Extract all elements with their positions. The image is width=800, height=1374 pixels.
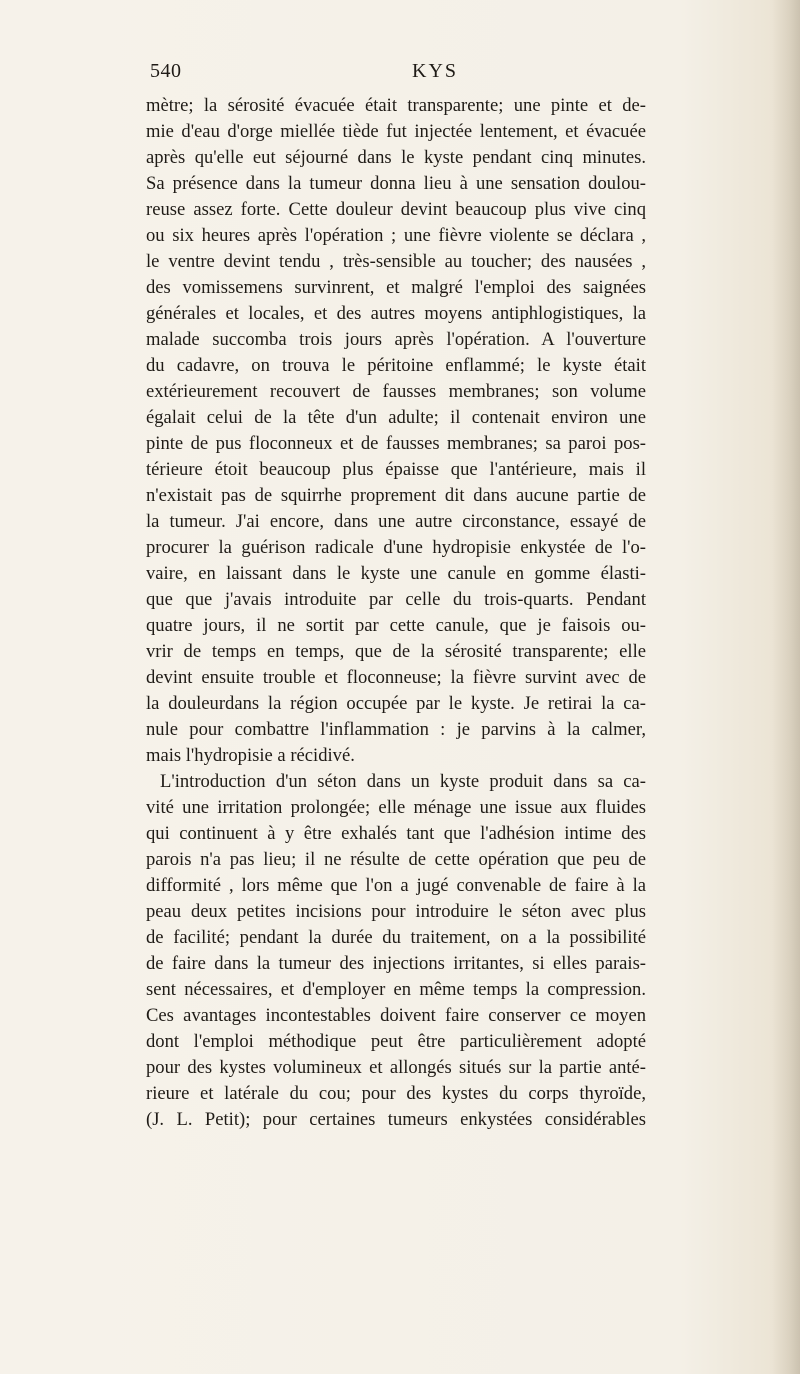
text-line: extérieurement recouvert de fausses membranes; son volume: [146, 381, 646, 402]
text-line: (J. L. Petit); pour certaines tumeurs enkystées considérables: [146, 1109, 646, 1130]
text-line: mètre; la sérosité évacuée était transparente; une pinte et de-: [146, 95, 646, 116]
text-line: de faire dans la tumeur des injections irritantes, si elles parais-: [146, 953, 646, 974]
text-line: qui continuent à y être exhalés tant que l'adhésion intime des: [146, 823, 646, 844]
text-line: le ventre devint tendu , très-sensible au toucher; des nausées ,: [146, 251, 646, 272]
text-line: égalait celui de la tête d'un adulte; il contenait environ une: [146, 407, 646, 428]
text-line: difformité , lors même que l'on a jugé convenable de faire à la: [146, 875, 646, 896]
text-line: pour des kystes volumineux et allongés situés sur la partie anté-: [146, 1057, 646, 1078]
text-line: vaire, en laissant dans le kyste une canule en gomme élasti-: [146, 563, 646, 584]
text-line: Ces avantages incontestables doivent faire conserver ce moyen: [146, 1005, 646, 1026]
text-line: la tumeur. J'ai encore, dans une autre circonstance, essayé de: [146, 511, 646, 532]
paragraph-start-line: L'introduction d'un séton dans un kyste produit dans sa ca-: [160, 771, 646, 792]
text-line: vrir de temps en temps, que de la sérosité transparente; elle: [146, 641, 646, 662]
text-line: térieure étoit beaucoup plus épaisse que l'antérieure, mais il: [146, 459, 646, 480]
text-line: du cadavre, on trouva le péritoine enflammé; le kyste était: [146, 355, 646, 376]
paragraph-end-line: mais l'hydropisie a récidivé.: [146, 745, 355, 766]
running-head: KYS: [412, 60, 459, 82]
text-line: n'existait pas de squirrhe proprement dit dans aucune partie de: [146, 485, 646, 506]
text-line: parois n'a pas lieu; il ne résulte de cette opération que peu de: [146, 849, 646, 870]
text-line: sent nécessaires, et d'employer en même temps la compression.: [146, 979, 646, 1000]
page-header: [150, 60, 642, 86]
body-text: [146, 93, 646, 1133]
text-line: mie d'eau d'orge miellée tiède fut injectée lentement, et évacuée: [146, 121, 646, 142]
text-line: ou six heures après l'opération ; une fièvre violente se déclara ,: [146, 225, 646, 246]
text-line: procurer la guérison radicale d'une hydropisie enkystée de l'o-: [146, 537, 646, 558]
page-edge-shadow: [772, 0, 800, 1374]
text-line: nule pour combattre l'inflammation : je parvins à la calmer,: [146, 719, 646, 740]
page-number: 540: [150, 60, 182, 82]
text-line: de facilité; pendant la durée du traitement, on a la possibilité: [146, 927, 646, 948]
text-line: reuse assez forte. Cette douleur devint beaucoup plus vive cinq: [146, 199, 646, 220]
text-line: peau deux petites incisions pour introduire le séton avec plus: [146, 901, 646, 922]
text-line: Sa présence dans la tumeur donna lieu à une sensation doulou-: [146, 173, 646, 194]
text-line: malade succomba trois jours après l'opération. A l'ouverture: [146, 329, 646, 350]
text-line: vité une irritation prolongée; elle ménage une issue aux fluides: [146, 797, 646, 818]
text-line: des vomissemens survinrent, et malgré l'emploi des saignées: [146, 277, 646, 298]
text-line: rieure et latérale du cou; pour des kystes du corps thyroïde,: [146, 1083, 646, 1104]
text-line: la douleurdans la région occupée par le kyste. Je retirai la ca-: [146, 693, 646, 714]
text-line: devint ensuite trouble et floconneuse; la fièvre survint avec de: [146, 667, 646, 688]
text-line: pinte de pus floconneux et de fausses membranes; sa paroi pos-: [146, 433, 646, 454]
text-line: dont l'emploi méthodique peut être particulièrement adopté: [146, 1031, 646, 1052]
text-line: après qu'elle eut séjourné dans le kyste pendant cinq minutes.: [146, 147, 646, 168]
text-line: quatre jours, il ne sortit par cette canule, que je faisois ou-: [146, 615, 646, 636]
text-line: que que j'avais introduite par celle du trois-quarts. Pendant: [146, 589, 646, 610]
text-line: générales et locales, et des autres moyens antiphlogistiques, la: [146, 303, 646, 324]
